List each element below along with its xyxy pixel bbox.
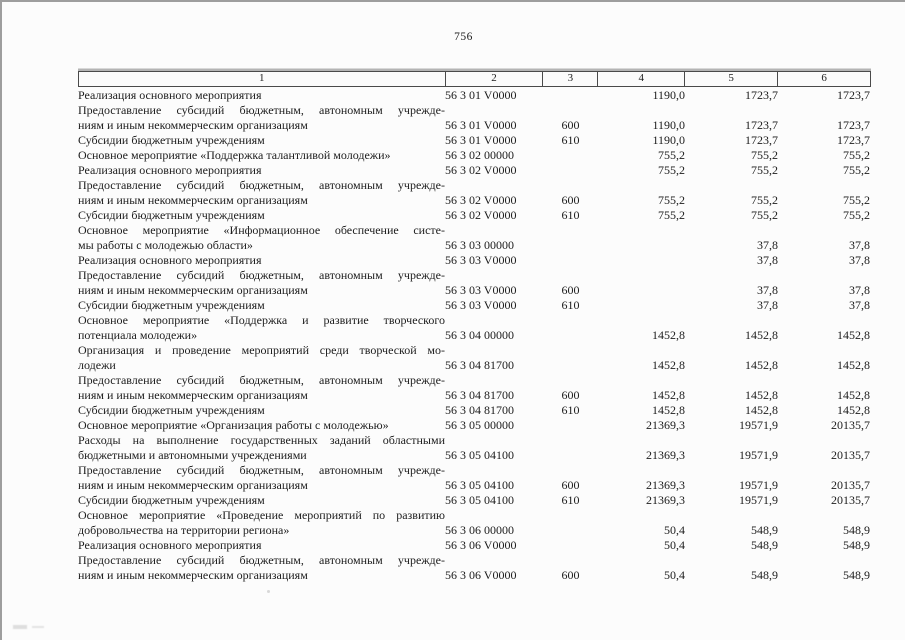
cell-target-code: 56 3 03 V0000 bbox=[445, 283, 517, 297]
cell-amount-year1: 21369,3 bbox=[646, 478, 685, 492]
cell-target-code: 56 3 05 04100 bbox=[445, 448, 514, 462]
cell-target-code: 56 3 01 V0000 bbox=[445, 118, 517, 132]
cell-amount-year2: 19571,9 bbox=[739, 418, 778, 432]
cell-amount-year2: 755,2 bbox=[751, 148, 778, 162]
table-row bbox=[78, 403, 870, 418]
cell-expense-type: 610 bbox=[561, 208, 580, 222]
cell-amount-year2: 548,9 bbox=[751, 538, 778, 552]
cell-name bbox=[78, 133, 445, 148]
cell-amount-year2: 37,8 bbox=[757, 238, 778, 252]
name-line: лодежи bbox=[78, 358, 116, 372]
name-line: мы работы с молодежью области» bbox=[78, 238, 253, 252]
cell-target-code: 56 3 05 00000 bbox=[445, 418, 514, 432]
cell-amount-year3: 37,8 bbox=[849, 283, 870, 297]
cell-target-code: 56 3 04 81700 bbox=[445, 358, 514, 372]
name-line: Предоставление субсидий бюджетным, автономным учрежде- bbox=[78, 103, 445, 117]
cell-name bbox=[78, 553, 445, 583]
scan-artifact-smudge bbox=[13, 625, 27, 629]
cell-expense-type: 610 bbox=[561, 298, 580, 312]
cell-amount-year1 bbox=[598, 253, 685, 268]
cell-name bbox=[78, 298, 445, 313]
table-row bbox=[78, 298, 870, 313]
name-line: Субсидии бюджетным учреждениям bbox=[78, 133, 265, 147]
name-line: добровольчества на территории региона» bbox=[78, 523, 290, 537]
cell-amount-year3: 1723,7 bbox=[837, 88, 870, 102]
cell-name bbox=[78, 178, 445, 208]
cell-name bbox=[78, 163, 445, 178]
cell-amount-year1: 50,4 bbox=[664, 538, 685, 552]
name-line: Предоставление субсидий бюджетным, автономным учрежде- bbox=[78, 553, 445, 567]
cell-amount-year1: 755,2 bbox=[658, 148, 685, 162]
name-line: Субсидии бюджетным учреждениям bbox=[78, 208, 265, 222]
header-cell-6: 6 bbox=[821, 72, 827, 84]
cell-amount-year1: 755,2 bbox=[658, 208, 685, 222]
cell-amount-year3: 20135,7 bbox=[831, 493, 870, 507]
table-header-row bbox=[78, 71, 871, 87]
cell-amount-year2: 755,2 bbox=[751, 208, 778, 222]
cell-amount-year3: 37,8 bbox=[849, 253, 870, 267]
cell-expense-type: 610 bbox=[561, 493, 580, 507]
cell-target-code: 56 3 02 V0000 bbox=[445, 208, 517, 222]
cell-name bbox=[78, 463, 445, 493]
scan-artifact-speck bbox=[267, 590, 270, 593]
name-line: Основное мероприятие «Проведение мероприятий по развитию bbox=[78, 508, 445, 522]
cell-amount-year3: 1723,7 bbox=[837, 118, 870, 132]
table-row bbox=[78, 343, 870, 373]
cell-amount-year1: 21369,3 bbox=[646, 493, 685, 507]
cell-amount-year3: 20135,7 bbox=[831, 448, 870, 462]
cell-target-code: 56 3 01 V0000 bbox=[445, 88, 517, 102]
cell-amount-year3: 1452,8 bbox=[837, 403, 870, 417]
cell-name bbox=[78, 508, 445, 538]
cell-name bbox=[78, 433, 445, 463]
cell-target-code: 56 3 02 00000 bbox=[445, 148, 514, 162]
cell-amount-year1: 21369,3 bbox=[646, 448, 685, 462]
table-row bbox=[78, 508, 870, 538]
cell-expense-type bbox=[543, 433, 598, 463]
cell-amount-year2: 19571,9 bbox=[739, 493, 778, 507]
table-row bbox=[78, 163, 870, 178]
cell-amount-year2: 1723,7 bbox=[745, 118, 778, 132]
cell-amount-year2: 19571,9 bbox=[739, 478, 778, 492]
table-row bbox=[78, 208, 870, 223]
cell-amount-year1: 755,2 bbox=[658, 193, 685, 207]
cell-amount-year1: 1452,8 bbox=[652, 328, 685, 342]
name-line: Субсидии бюджетным учреждениям bbox=[78, 493, 265, 507]
cell-amount-year3: 548,9 bbox=[843, 538, 870, 552]
cell-name bbox=[78, 253, 445, 268]
table-row bbox=[78, 373, 870, 403]
cell-amount-year1: 755,2 bbox=[658, 163, 685, 177]
cell-amount-year2: 548,9 bbox=[751, 568, 778, 582]
header-cell-4: 4 bbox=[598, 72, 685, 86]
cell-expense-type bbox=[543, 148, 598, 163]
header-cell-1: 1 bbox=[79, 72, 446, 86]
cell-amount-year2: 37,8 bbox=[757, 253, 778, 267]
cell-expense-type bbox=[543, 253, 598, 268]
cell-amount-year2: 1723,7 bbox=[745, 133, 778, 147]
table-body bbox=[78, 88, 870, 583]
cell-expense-type: 600 bbox=[561, 478, 580, 492]
cell-name bbox=[78, 268, 445, 298]
scan-edge-left bbox=[0, 0, 2, 640]
cell-amount-year2: 755,2 bbox=[751, 163, 778, 177]
cell-name bbox=[78, 208, 445, 223]
name-line: Реализация основного мероприятия bbox=[78, 253, 262, 267]
table-row bbox=[78, 88, 870, 103]
cell-amount-year1 bbox=[598, 268, 685, 298]
cell-target-code: 56 3 05 04100 bbox=[445, 493, 514, 507]
name-line: Основное мероприятие «Информационное обеспечение систе- bbox=[78, 223, 445, 237]
cell-amount-year3: 755,2 bbox=[843, 163, 870, 177]
table-row bbox=[78, 148, 870, 163]
cell-name bbox=[78, 223, 445, 253]
name-line: потенциала молодежи» bbox=[78, 328, 198, 342]
cell-target-code: 56 3 03 V0000 bbox=[445, 253, 517, 267]
table-row bbox=[78, 418, 870, 433]
name-line: Субсидии бюджетным учреждениям bbox=[78, 298, 265, 312]
table-row bbox=[78, 538, 870, 553]
table-row bbox=[78, 463, 870, 493]
cell-amount-year3: 37,8 bbox=[849, 298, 870, 312]
name-line: Предоставление субсидий бюджетным, автономным учрежде- bbox=[78, 373, 445, 387]
cell-amount-year2: 1452,8 bbox=[745, 403, 778, 417]
cell-amount-year3: 1723,7 bbox=[837, 133, 870, 147]
cell-expense-type bbox=[543, 313, 598, 343]
name-line: Реализация основного мероприятия bbox=[78, 538, 262, 552]
cell-name bbox=[78, 418, 445, 433]
table-row bbox=[78, 313, 870, 343]
cell-amount-year1: 1452,8 bbox=[652, 403, 685, 417]
table-row bbox=[78, 133, 870, 148]
cell-amount-year3: 20135,7 bbox=[831, 478, 870, 492]
cell-expense-type: 610 bbox=[561, 133, 580, 147]
cell-amount-year3: 1452,8 bbox=[837, 358, 870, 372]
cell-name bbox=[78, 103, 445, 133]
name-line: бюджетными и автономными учреждениями bbox=[78, 448, 307, 462]
header-cell-3: 3 bbox=[543, 72, 598, 86]
cell-amount-year3: 1452,8 bbox=[837, 388, 870, 402]
name-line: Расходы на выполнение государственных заданий областными bbox=[78, 433, 445, 447]
cell-name bbox=[78, 403, 445, 418]
cell-target-code: 56 3 02 V0000 bbox=[445, 163, 517, 177]
table-row bbox=[78, 268, 870, 298]
cell-amount-year1: 1190,0 bbox=[652, 88, 685, 102]
cell-name bbox=[78, 313, 445, 343]
name-line: Субсидии бюджетным учреждениям bbox=[78, 403, 265, 417]
cell-name bbox=[78, 88, 445, 103]
cell-amount-year2: 19571,9 bbox=[739, 448, 778, 462]
cell-target-code: 56 3 04 81700 bbox=[445, 403, 514, 417]
table-row bbox=[78, 223, 870, 253]
name-line: ниям и иным некоммерческим организациям bbox=[78, 193, 308, 207]
cell-expense-type: 600 bbox=[561, 118, 580, 132]
cell-expense-type bbox=[543, 343, 598, 373]
cell-amount-year2: 1723,7 bbox=[745, 88, 778, 102]
cell-expense-type: 610 bbox=[561, 403, 580, 417]
table-row bbox=[78, 433, 870, 463]
cell-target-code: 56 3 06 V0000 bbox=[445, 568, 517, 582]
cell-amount-year2: 1452,8 bbox=[745, 328, 778, 342]
name-line: ниям и иным некоммерческим организациям bbox=[78, 388, 308, 402]
cell-amount-year3: 37,8 bbox=[849, 238, 870, 252]
cell-name bbox=[78, 538, 445, 553]
cell-expense-type: 600 bbox=[561, 388, 580, 402]
cell-expense-type bbox=[543, 163, 598, 178]
cell-amount-year3: 548,9 bbox=[843, 523, 870, 537]
cell-expense-type: 600 bbox=[561, 193, 580, 207]
cell-amount-year1: 1452,8 bbox=[652, 388, 685, 402]
cell-target-code: 56 3 05 04100 bbox=[445, 478, 514, 492]
cell-name bbox=[78, 343, 445, 373]
name-line: Основное мероприятие «Поддержка и развитие творческого bbox=[78, 313, 445, 327]
cell-amount-year3: 755,2 bbox=[843, 148, 870, 162]
cell-target-code: 56 3 03 V0000 bbox=[445, 298, 517, 312]
name-line: Основное мероприятие «Организация работы с молодежью» bbox=[78, 418, 389, 432]
cell-amount-year1 bbox=[598, 298, 685, 313]
cell-amount-year3: 755,2 bbox=[843, 193, 870, 207]
table-row bbox=[78, 253, 870, 268]
table-row bbox=[78, 178, 870, 208]
cell-target-code: 56 3 01 V0000 bbox=[445, 133, 517, 147]
scan-edge-top bbox=[0, 0, 905, 2]
cell-expense-type bbox=[543, 418, 598, 433]
cell-amount-year1: 1190,0 bbox=[652, 133, 685, 147]
cell-amount-year1: 21369,3 bbox=[646, 418, 685, 432]
cell-name bbox=[78, 373, 445, 403]
name-line: Предоставление субсидий бюджетным, автономным учрежде- bbox=[78, 463, 445, 477]
cell-amount-year1: 50,4 bbox=[664, 568, 685, 582]
cell-target-code: 56 3 04 00000 bbox=[445, 328, 514, 342]
header-cell-5: 5 bbox=[685, 72, 778, 86]
table-row bbox=[78, 493, 870, 508]
cell-expense-type bbox=[543, 508, 598, 538]
cell-amount-year2: 1452,8 bbox=[745, 388, 778, 402]
name-line: ниям и иным некоммерческим организациям bbox=[78, 478, 308, 492]
cell-amount-year3: 548,9 bbox=[843, 568, 870, 582]
name-line: Основное мероприятие «Поддержка талантливой молодежи» bbox=[78, 148, 391, 162]
cell-expense-type: 600 bbox=[561, 568, 580, 582]
cell-amount-year2: 37,8 bbox=[757, 283, 778, 297]
cell-amount-year2: 1452,8 bbox=[745, 358, 778, 372]
table-row bbox=[78, 553, 870, 583]
cell-amount-year3: 1452,8 bbox=[837, 328, 870, 342]
cell-name bbox=[78, 148, 445, 163]
cell-amount-year2: 548,9 bbox=[751, 523, 778, 537]
name-line: Предоставление субсидий бюджетным, автономным учрежде- bbox=[78, 268, 445, 282]
table-row bbox=[78, 103, 870, 133]
name-line: Реализация основного мероприятия bbox=[78, 163, 262, 177]
cell-amount-year1: 50,4 bbox=[664, 523, 685, 537]
header-cell-2: 2 bbox=[446, 72, 544, 86]
name-line: ниям и иным некоммерческим организациям bbox=[78, 283, 308, 297]
cell-expense-type bbox=[543, 88, 598, 103]
cell-expense-type bbox=[543, 538, 598, 553]
budget-table bbox=[78, 71, 871, 583]
cell-amount-year2: 37,8 bbox=[757, 298, 778, 312]
cell-amount-year2: 755,2 bbox=[751, 193, 778, 207]
name-line: Организация и проведение мероприятий среди творческой мо- bbox=[78, 343, 445, 357]
cell-target-code: 56 3 02 V0000 bbox=[445, 193, 517, 207]
cell-amount-year1 bbox=[598, 223, 685, 253]
cell-target-code: 56 3 03 00000 bbox=[445, 238, 514, 252]
name-line: Предоставление субсидий бюджетным, автономным учрежде- bbox=[78, 178, 445, 192]
cell-target-code: 56 3 06 00000 bbox=[445, 523, 514, 537]
cell-amount-year3: 755,2 bbox=[843, 208, 870, 222]
cell-amount-year1: 1452,8 bbox=[652, 358, 685, 372]
cell-amount-year1: 1190,0 bbox=[652, 118, 685, 132]
name-line: ниям и иным некоммерческим организациям bbox=[78, 568, 308, 582]
cell-name bbox=[78, 493, 445, 508]
cell-expense-type: 600 bbox=[561, 283, 580, 297]
name-line: ниям и иным некоммерческим организациям bbox=[78, 118, 308, 132]
cell-target-code: 56 3 06 V0000 bbox=[445, 538, 517, 552]
cell-amount-year3: 20135,7 bbox=[831, 418, 870, 432]
cell-expense-type bbox=[543, 223, 598, 253]
cell-target-code: 56 3 04 81700 bbox=[445, 388, 514, 402]
name-line: Реализация основного мероприятия bbox=[78, 88, 262, 102]
page-number: 756 bbox=[454, 31, 473, 43]
